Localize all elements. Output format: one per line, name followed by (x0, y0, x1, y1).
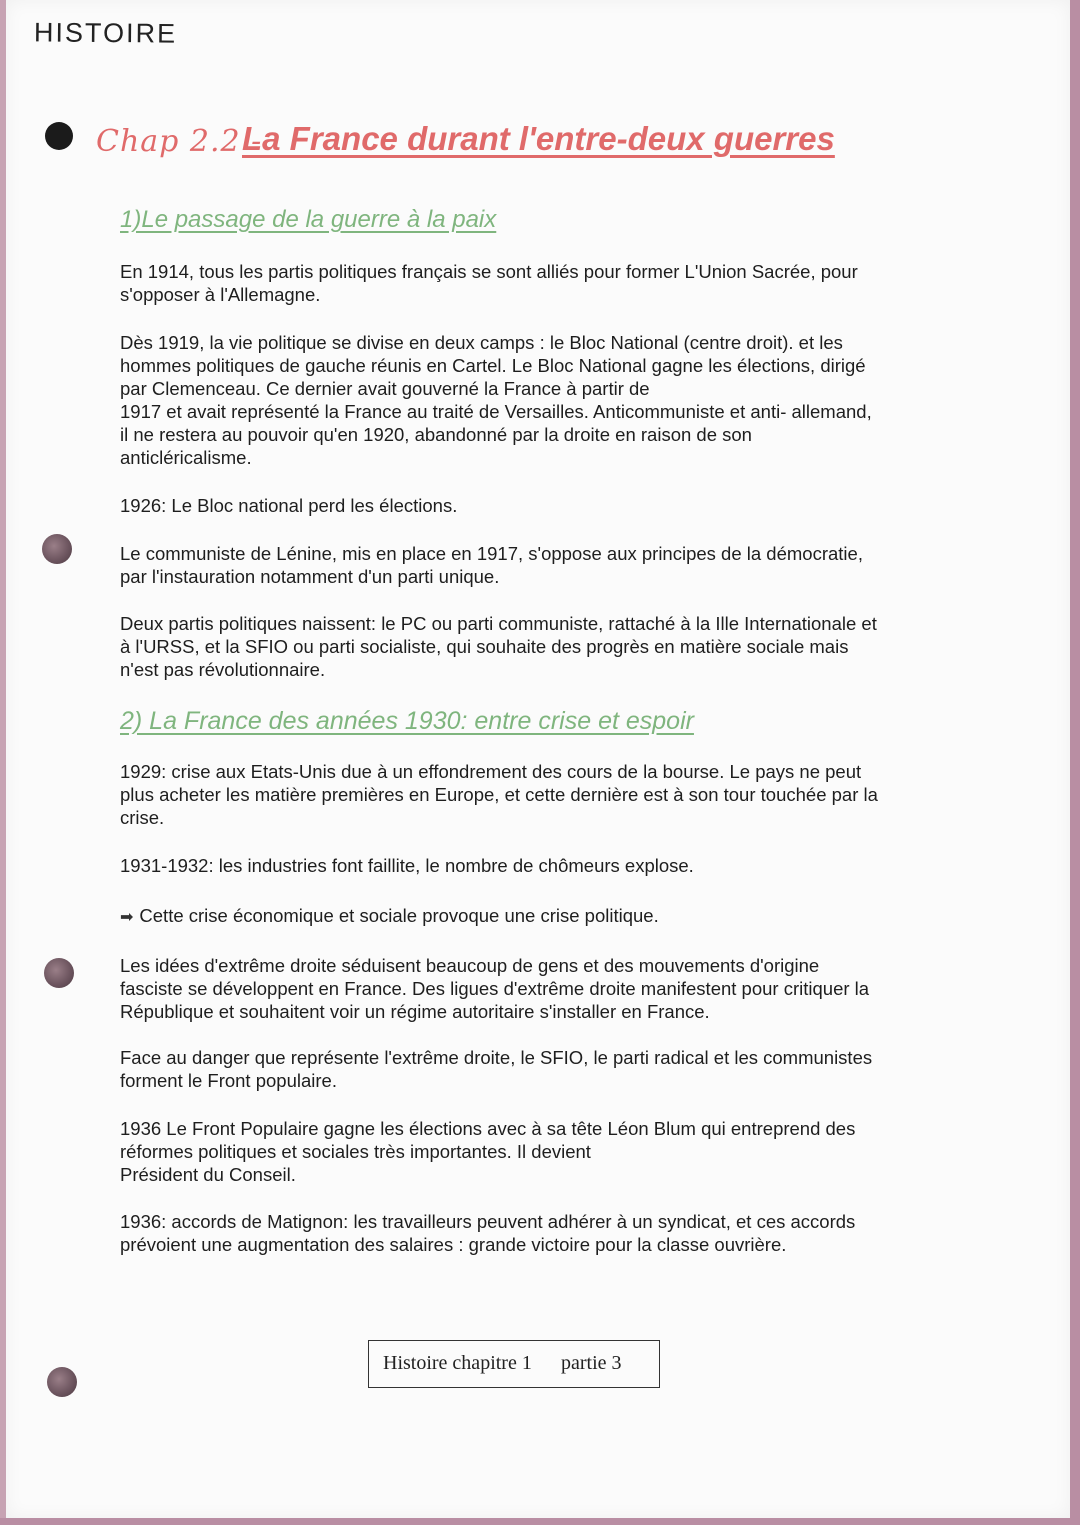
paragraph (120, 494, 950, 517)
text-line: 1917 et avait représenté la France au traité de Versailles. Anticommuniste et anti- allemand, (120, 401, 872, 422)
punch-hole-icon (47, 1367, 77, 1397)
text-line: République et souhaitent voir un régime autoritaire s'installer en France. (120, 1001, 710, 1022)
text-line: 1931-1932: les industries font faillite, le nombre de chômeurs explose. (120, 855, 694, 876)
section-title-2: 2) La France des années 1930: entre crise et espoir (120, 707, 694, 735)
text-line: Le communiste de Lénine, mis en place en 1917, s'oppose aux principes de la démocratie, (120, 543, 863, 564)
text-line: En 1914, tous les partis politiques français se sont alliés pour former L'Union Sacrée, pour (120, 261, 858, 282)
text-line (120, 904, 950, 929)
paragraph (120, 260, 950, 306)
paragraph (120, 854, 950, 877)
text-line: par l'instauration notamment d'un parti unique. (120, 566, 500, 587)
punch-hole-icon (42, 534, 72, 564)
arrow-right-icon: ➡ (120, 909, 134, 926)
paragraph (120, 904, 950, 929)
text-line: s'opposer à l'Allemagne. (120, 284, 321, 305)
section-title-1: 1)Le passage de la guerre à la paix (120, 206, 497, 233)
chapter-title: La France durant l'entre-deux guerres (242, 120, 835, 157)
chapter-prefix: Chap 2.2 - (96, 124, 263, 159)
subject-heading: HISTOIRE (33, 17, 178, 49)
text-line: il ne restera au pouvoir qu'en 1920, abandonné par la droite en raison de son (120, 424, 752, 445)
text-line: forment le Front populaire. (120, 1070, 337, 1091)
text-line: crise. (120, 807, 165, 828)
text-line: plus acheter les matière premières en Europe, et cette dernière est à son tour touchée par la (120, 784, 878, 805)
text-line: 1936 Le Front Populaire gagne les élections avec à sa tête Léon Blum qui entreprend des (120, 1118, 856, 1139)
text-line: n'est pas révolutionnaire. (120, 659, 326, 680)
paragraph (120, 1210, 950, 1256)
punch-hole-icon (44, 958, 74, 988)
text-line: prévoient une augmentation des salaires : grande victoire pour la classe ouvrière. (120, 1234, 787, 1255)
paragraph (120, 542, 950, 588)
text-line: par Clemenceau. Ce dernier avait gouverné la France à partir de (120, 378, 650, 399)
paragraph (120, 1046, 950, 1092)
text-span: Cette crise économique et sociale provoque une crise politique. (139, 905, 659, 926)
paragraph (120, 760, 950, 829)
text-line: 1936: accords de Matignon: les travailleurs peuvent adhérer à un syndicat, et ces accords (120, 1211, 856, 1232)
text-line: Dès 1919, la vie politique se divise en deux camps : le Bloc National (centre droit). et les (120, 332, 843, 353)
paragraph (120, 612, 950, 681)
text-line: réformes politiques et sociales très importantes. Il devient (120, 1141, 591, 1162)
text-line: Président du Conseil. (120, 1164, 296, 1185)
text-line: Face au danger que représente l'extrême droite, le SFIO, le parti radical et les communistes (120, 1047, 873, 1068)
footer-left-text: Histoire chapitre 1 (383, 1352, 532, 1374)
text-line: Deux partis politiques naissent: le PC ou parti communiste, rattaché à la Ille Internationale et (120, 613, 877, 634)
paragraph (120, 1117, 950, 1186)
text-line: à l'URSS, et la SFIO ou parti socialiste, qui souhaite des progrès en matière sociale mais (120, 636, 849, 657)
text-line: Les idées d'extrême droite séduisent beaucoup de gens et des mouvements d'origine (120, 955, 820, 976)
footer-label-box (368, 1340, 660, 1388)
text-line: hommes politiques de gauche réunis en Cartel. Le Bloc National gagne les élections, dirigé (120, 355, 866, 376)
text-line: fasciste se développent en France. Des ligues d'extrême droite manifestent pour critiquer la (120, 978, 870, 999)
text-line: anticléricalisme. (120, 447, 252, 468)
page-edge-right (1070, 0, 1080, 1525)
paragraph (120, 954, 950, 1023)
page-edge-bottom (0, 1518, 1080, 1525)
paragraph (120, 331, 950, 469)
footer-right-text: partie 3 (561, 1352, 622, 1374)
title-bullet-icon (45, 122, 73, 150)
text-line: 1929: crise aux Etats-Unis due à un effondrement des cours de la bourse. Le pays ne peut (120, 761, 862, 782)
text-line: 1926: Le Bloc national perd les élections. (120, 495, 458, 516)
